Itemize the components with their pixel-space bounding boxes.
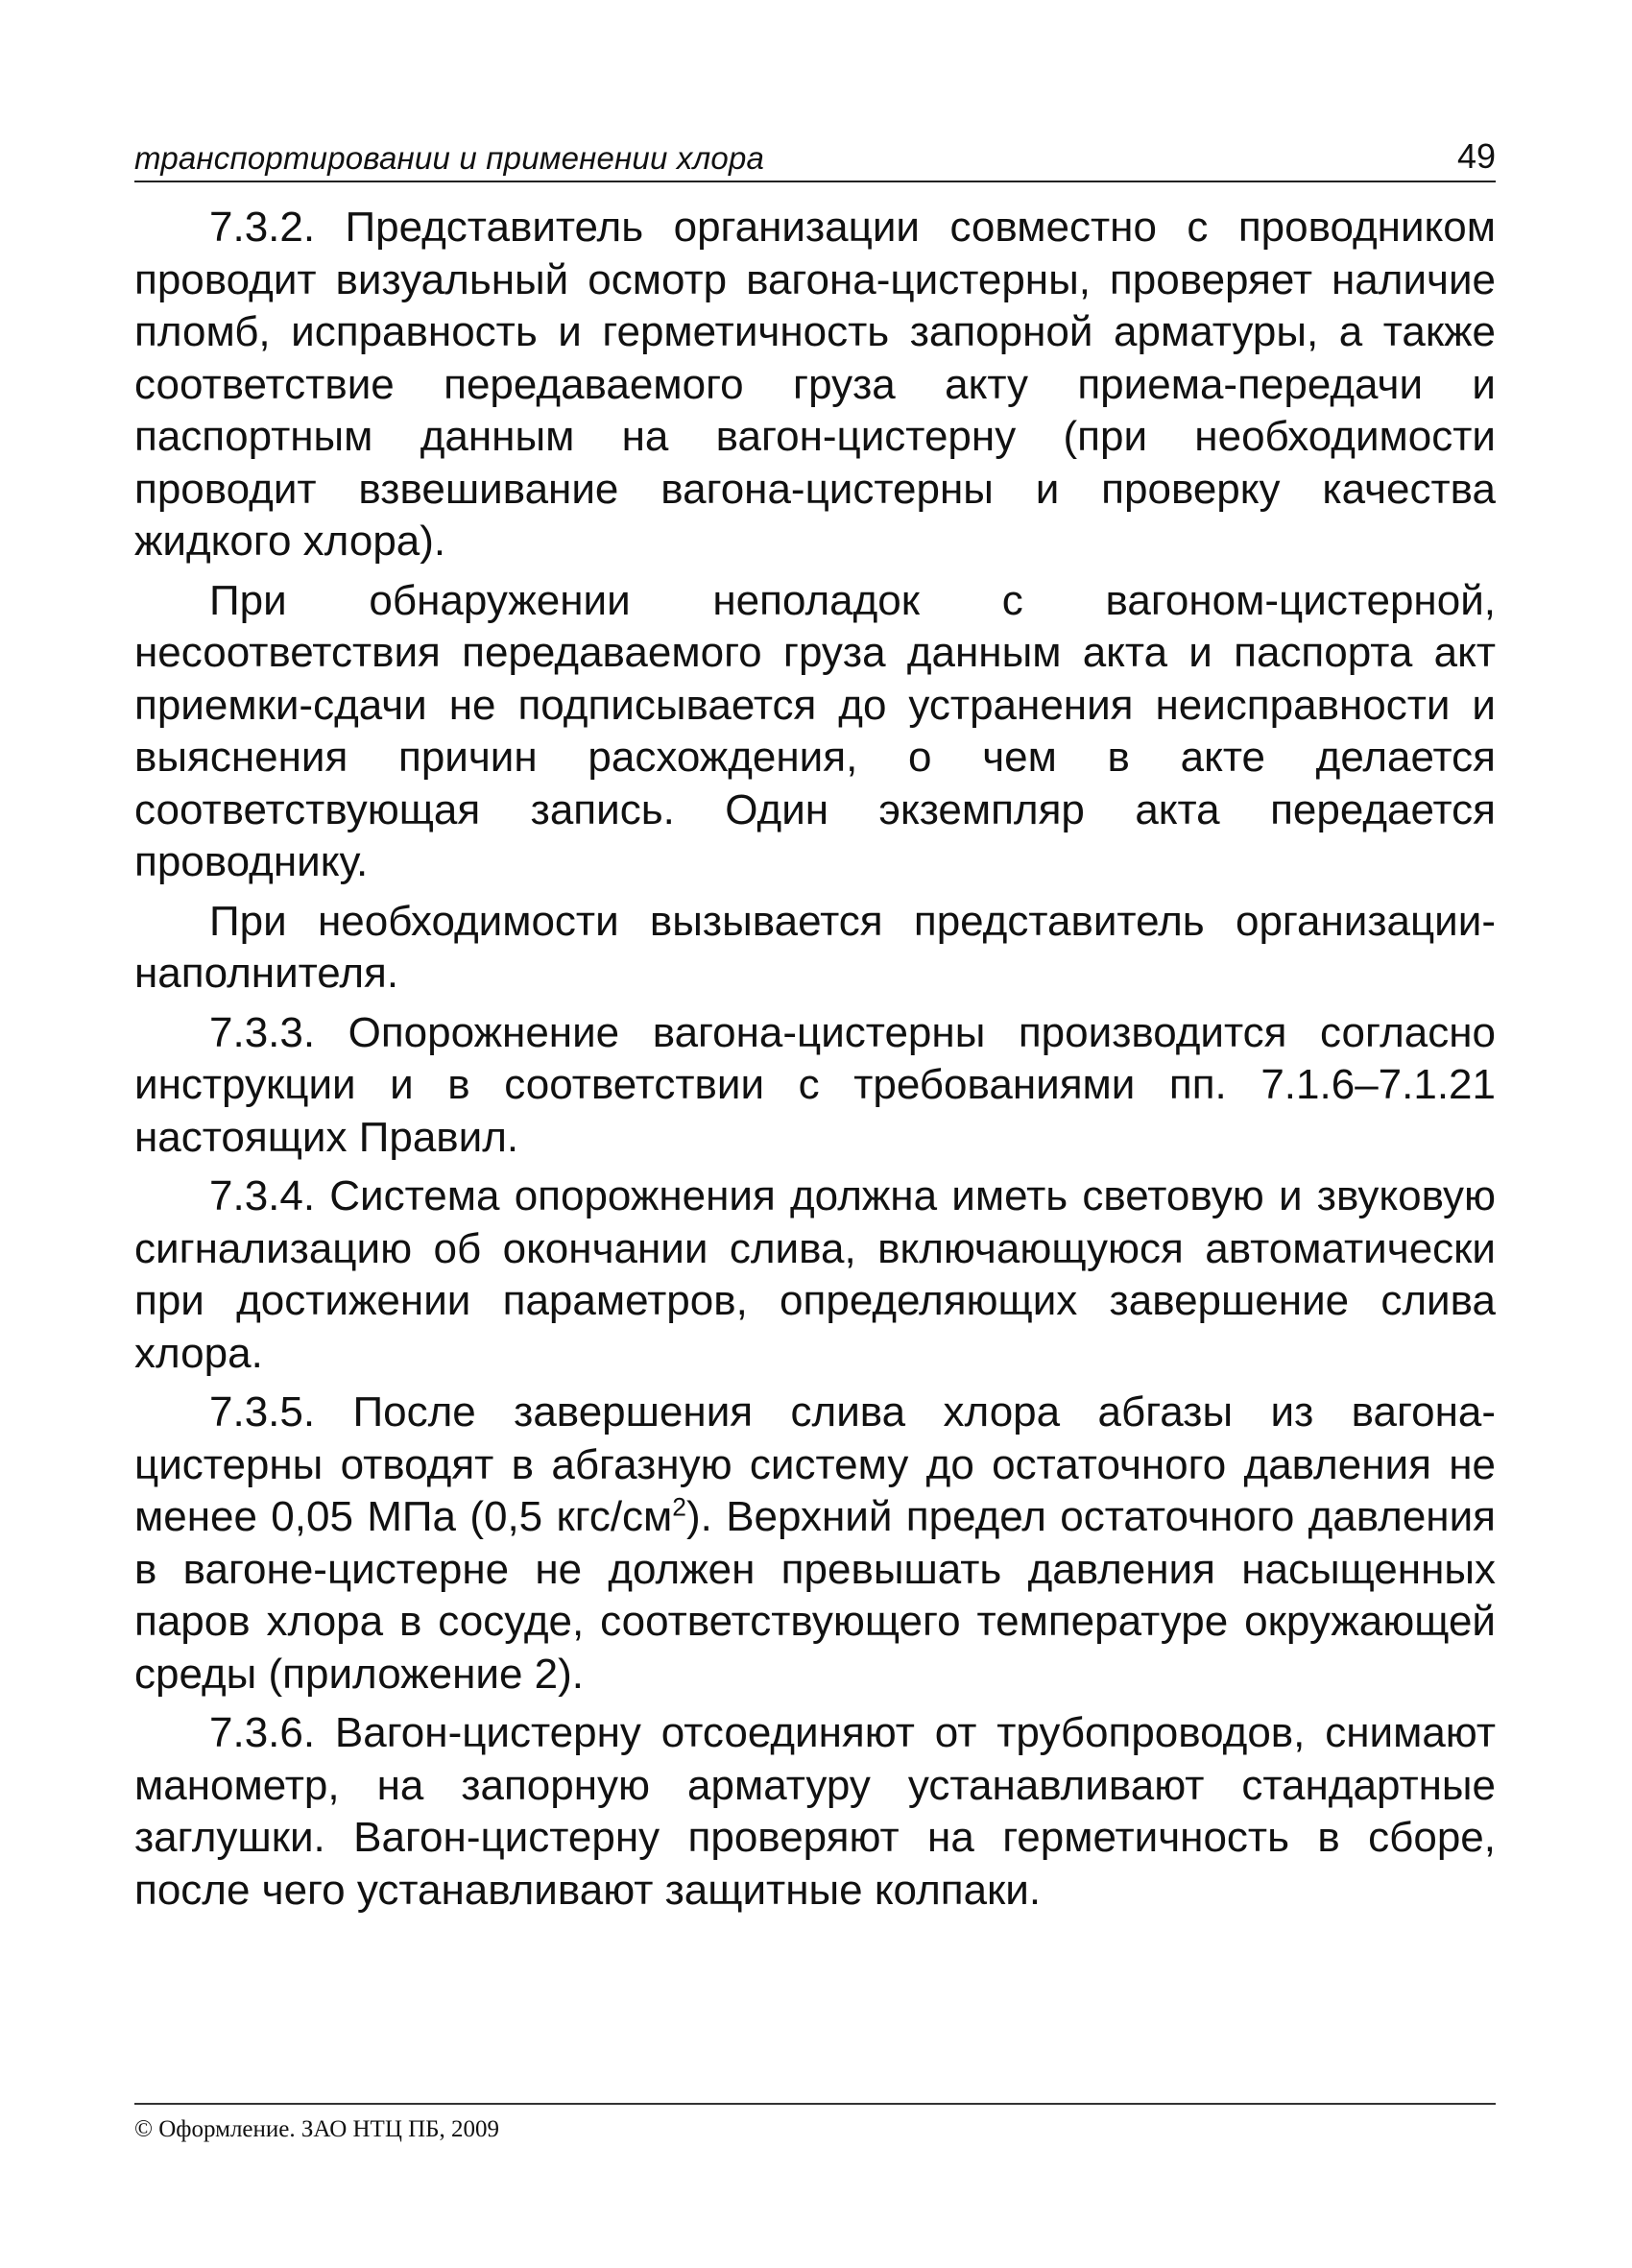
paragraph-defects: При обнаружении неполадок с вагоном-цистерной, несоответствия передаваемого груза данным акта и паспорта акт приемки-сдачи не подписывается до устранения неисправности и выяснения причин расхождения, о чем в акте делается соответствующая запись. Один экземпляр акта передается проводнику. [134,576,1496,885]
page-footer [134,2103,1496,2143]
paragraph-representative: При необходимости вызывается представитель организации-наполнителя. [134,897,1496,997]
paragraph-7-3-3: 7.3.3. Опорожнение вагона-цистерны производится согласно инструкции и в соответствии с требованиями пп. 7.1.6–7.1.21 настоящих Правил. [134,1008,1496,1161]
main-text [134,202,1496,1917]
paragraph-7-3-2: 7.3.2. Представитель организации совместно с проводником проводит визуальный осмотр вагона-цистерны, проверяет наличие пломб, исправность и герметичность запорной арматуры, а также соответствие передаваемого груза акту приема-передачи и паспортным данным на вагон-цистерну (при необходимости проводит взвешивание вагона-цистерны и проверку качества жидкого хлора). [134,204,1496,565]
paragraph-7-3-5-part-1: 7.3.5. После завершения слива хлора абгазы из вагона-цистерны отводят в абгазную систему до остаточного давления не менее 0,05 МПа (0,5 кгс/см [134,1388,1496,1540]
page-header [134,134,1496,182]
copyright-note: © Оформление. ЗАО НТЦ ПБ, 2009 [134,2116,500,2142]
paragraph-7-3-6: 7.3.6. Вагон-цистерну отсоединяют от трубопроводов, снимают манометр, на запорную арматуру устанавливают стандартные заглушки. Вагон-цистерну проверяют на герметичность в сборе, после чего устанавливают защитные колпаки. [134,1709,1496,1914]
page-number: 49 [1456,136,1496,176]
running-title: транспортировании и применении хлора [134,140,765,176]
paragraph-7-3-5 [134,1387,1496,1701]
paragraph-7-3-5-part-2: ). Верхний предел остаточного давления в вагоне-цистерне не должен превышать давления насыщенных паров хлора в сосуде, соответствующего температуре окружающей среды (приложение 2). [134,1493,1496,1698]
superscript-2: 2 [672,1492,686,1522]
paragraph-7-3-4: 7.3.4. Система опорожнения должна иметь световую и звуковую сигнализацию об окончании слива, включающуюся автоматически при достижении параметров, определяющих завершение слива хлора. [134,1172,1496,1377]
